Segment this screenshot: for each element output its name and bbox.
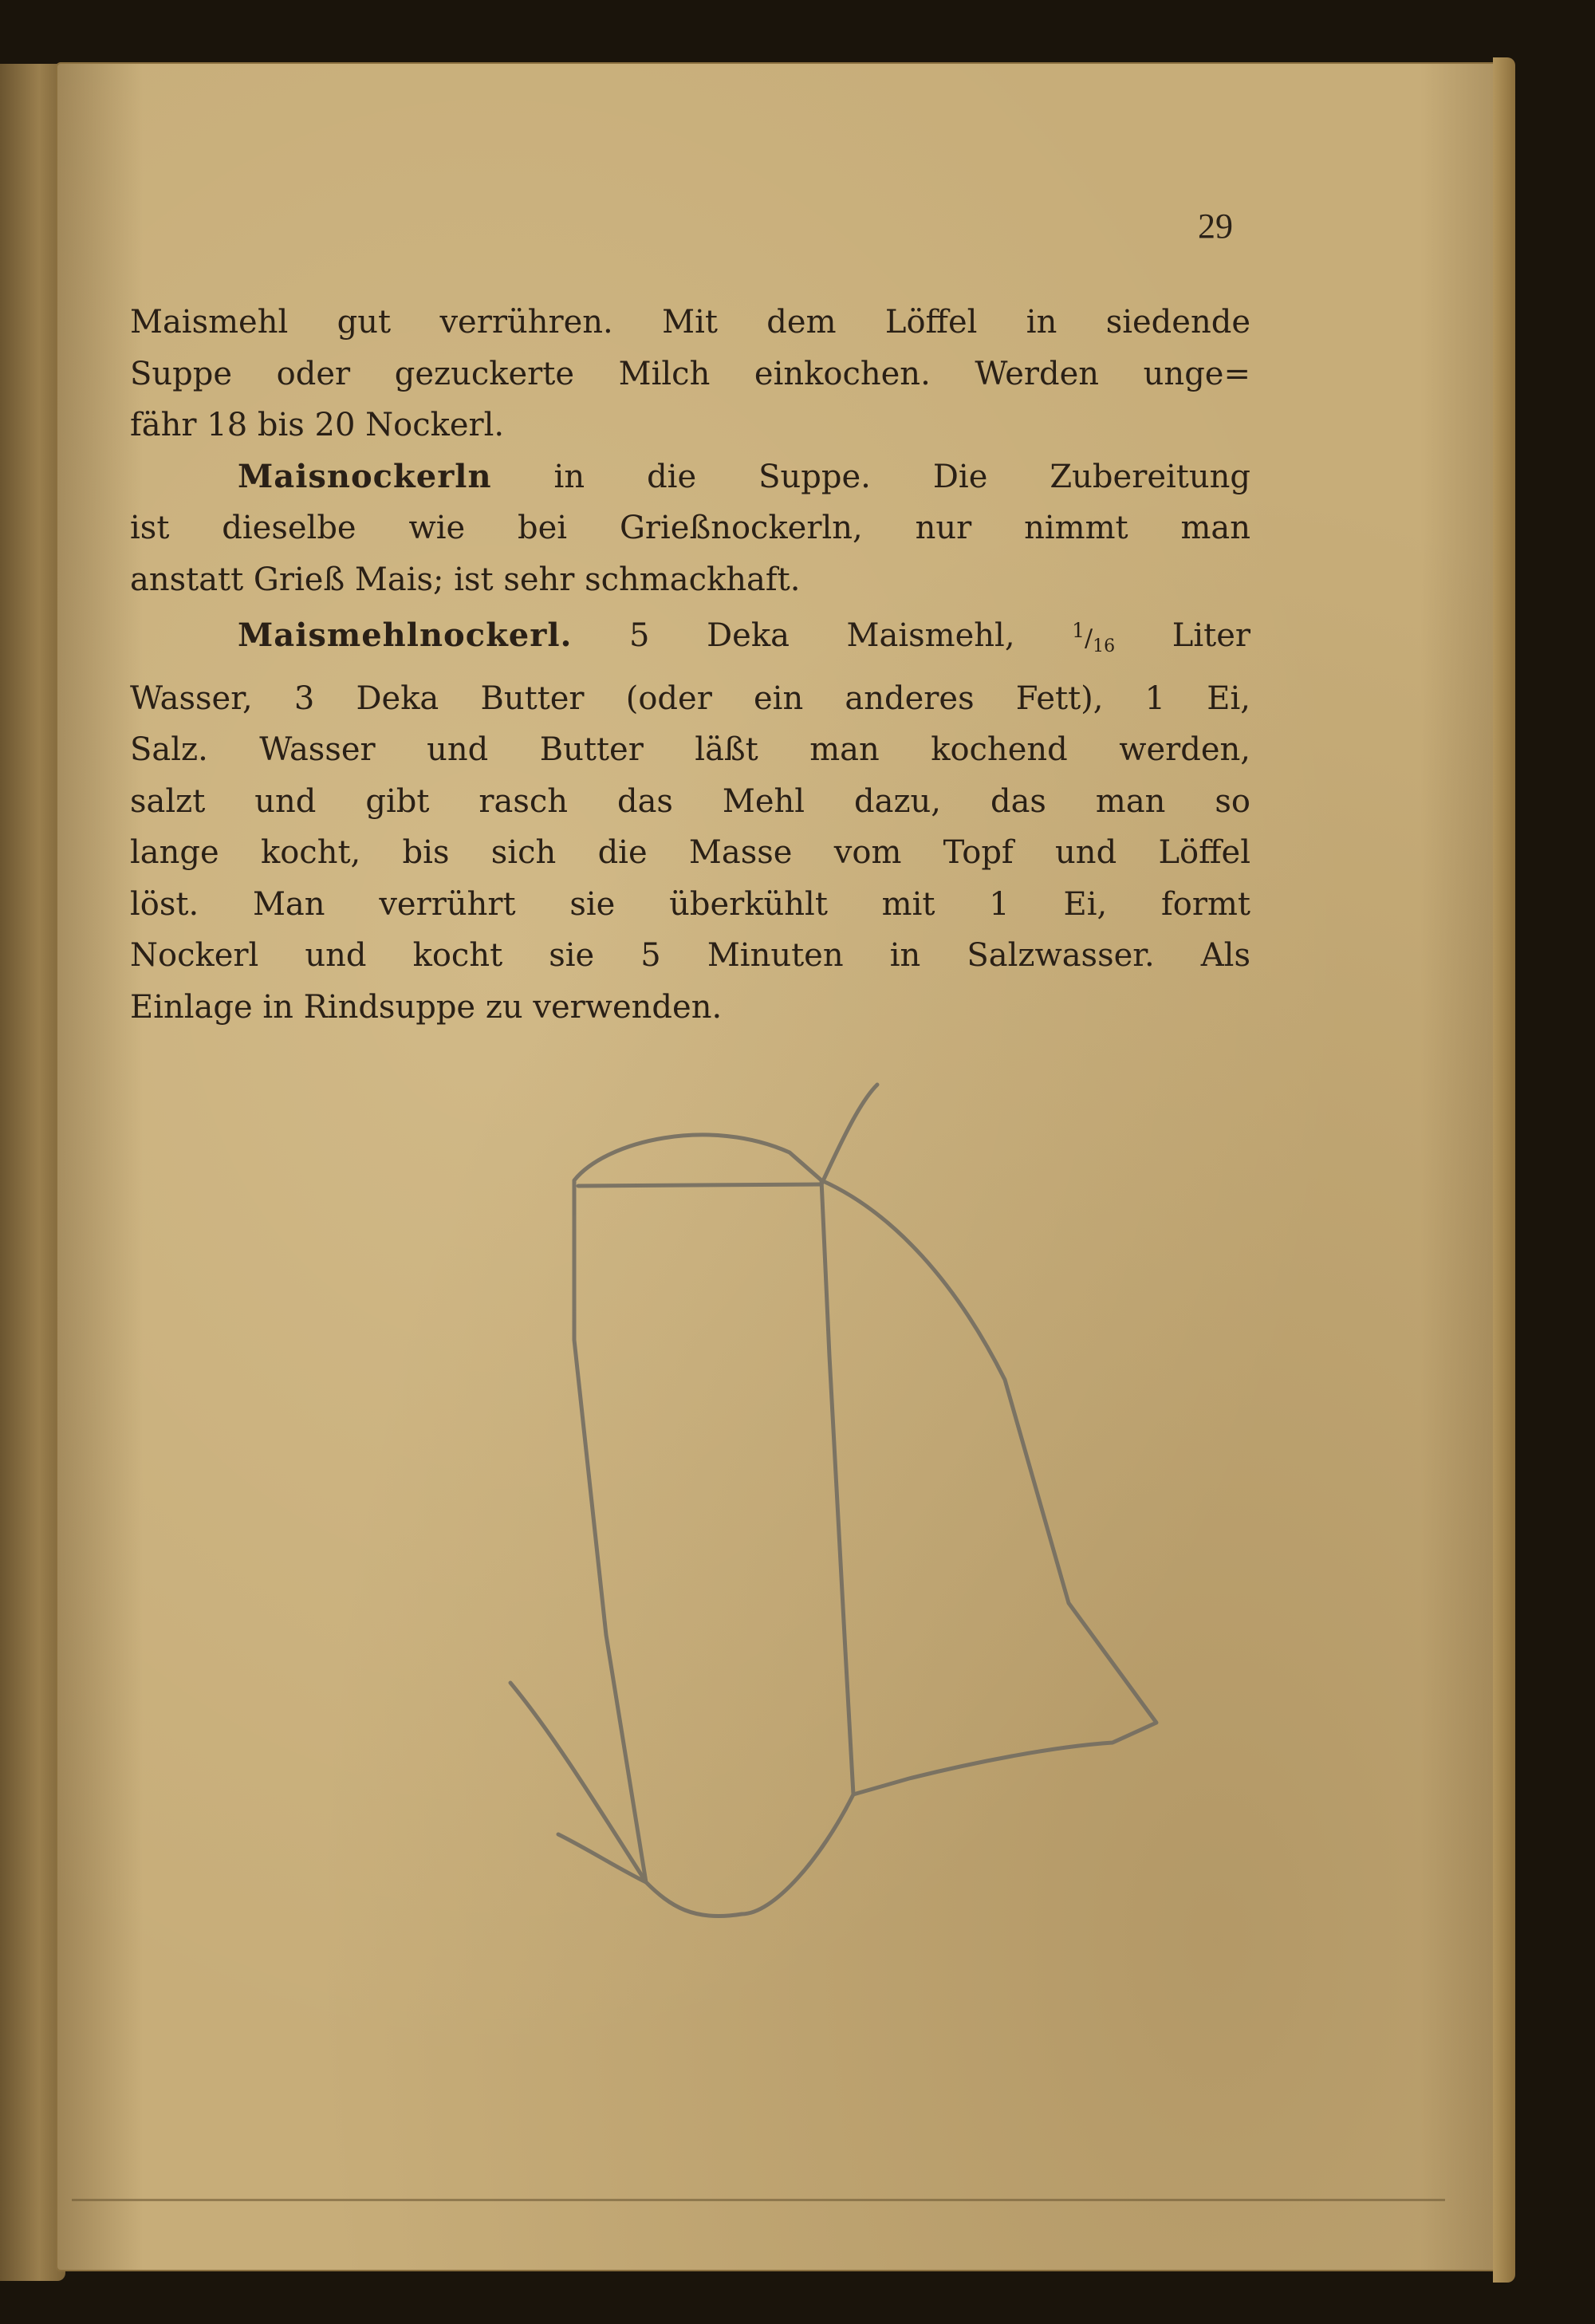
text-line: anstatt Grieß Mais; ist sehr schmackhaft.: [130, 561, 801, 598]
fraction-numerator: 1: [1072, 619, 1085, 642]
sketch-stroke-lower-left: [510, 1683, 646, 1882]
text-line: Salz. Wasser und Butter läßt man kochend werden,: [130, 731, 1250, 768]
text-line: Wasser, 3 Deka Butter (oder ein anderes Fett), 1 Ei,: [130, 679, 1250, 717]
text-line: lange kocht, bis sich die Masse vom Topf und Löffel: [130, 834, 1250, 871]
recipe-heading-maisnockerln: Maisnockerln: [238, 457, 492, 495]
sketch-outline-right: [821, 1085, 1156, 1794]
paragraph-maismehlnockerl: [130, 605, 1250, 1033]
text-line: Nockerl und kocht sie 5 Minuten in Salzwasser. Als: [130, 937, 1250, 974]
text-run: in die Suppe. Die Zubereitung: [553, 458, 1250, 495]
text-line: Einlage in Rindsuppe zu verwenden.: [130, 988, 723, 1026]
text-line: Maismehl gut verrühren. Mit dem Löffel in siedende: [130, 304, 1250, 341]
recipe-heading-maismehlnockerl: Maismehlnockerl.: [238, 616, 573, 654]
page-bottom-rule: [72, 2199, 1445, 2201]
page-number: 29: [1198, 207, 1233, 246]
text-run: 5 Deka Maismehl,: [629, 617, 1015, 654]
text-line: ist dieselbe wie bei Grießnockerln, nur nimmt man: [130, 510, 1250, 546]
sketch-top-line: [578, 1184, 821, 1186]
text-line: [130, 605, 1250, 673]
pencil-sketch: [447, 1077, 1284, 1946]
text-line: fähr 18 bis 20 Nockerl.: [130, 407, 505, 443]
text-run: Liter: [1172, 617, 1250, 654]
paragraph-maismehl-continued: [130, 297, 1250, 451]
text-line: salzt und gibt rasch das Mehl dazu, das man so: [130, 782, 1250, 820]
fraction-denominator: 16: [1093, 636, 1116, 656]
sketch-outline-left: [574, 1135, 853, 1916]
page-stack-edge: [1493, 57, 1515, 2283]
fraction: $^1/_{16}$: [1072, 619, 1116, 656]
paragraph-maisnockerln: [130, 451, 1250, 606]
text-line: Suppe oder gezuckerte Milch einkochen. Werden unge=: [130, 355, 1250, 392]
recipe-text: [130, 297, 1250, 1033]
text-line: [130, 451, 1250, 503]
text-line: löst. Man verrührt sie überkühlt mit 1 Ei, formt: [130, 885, 1250, 923]
